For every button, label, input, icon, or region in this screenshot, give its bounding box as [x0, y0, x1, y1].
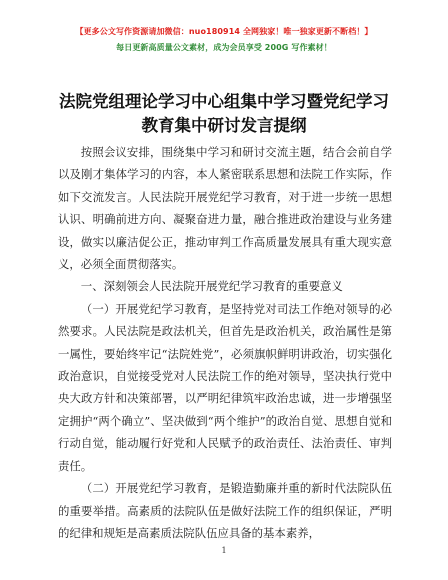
document-title — [0, 90, 448, 138]
document-title-line-1: 法院党组理论学习中心组集中学习暨党纪学习 — [59, 92, 389, 111]
paragraph-1: （一）开展党纪学习教育，是坚持党对司法工作绝对领导的必然要求。人民法院是政法机关，但首先是政治机关，政治属性是第一属性，要始终牢记“法院姓党”，必须旗帜鲜明讲政治，切实强化政治意识，自觉接受党对人民法院工作的绝对领导，坚决执行党中央大政方针和决策部署，以严明纪律筑牢政治忠诚，进一步增强坚定拥护“两个确立”、坚决做到“两个维护”的政治自觉、思想自觉和行动自觉，能动履行好党和人民赋予的政治责任、法治责任、审判责任。 — [58, 301, 392, 473]
document-body — [58, 141, 392, 544]
intro-paragraph: 按照会议安排，围绕集中学习和研讨交流主题，结合会前自学以及刚才集体学习的内容，本人紧密联系思想和法院工作实际，作如下交流发言。人民法院开展党纪学习教育，对于进一步统一思想认识、明确前进方向、凝聚奋进力量，融合推进政治建设与业务建设，做实以廉洁促公正，推动审判工作高质量发展具有重大现实意义，必须全面贯彻落实。 — [58, 145, 392, 272]
paragraph-2: （二）开展党纪学习教育，是锻造勤廉并重的新时代法院队伍的重要举措。高素质的法院队伍是做好法院工作的组织保证，严明的纪律和规矩是高素质法院队伍应具备的基本素养， — [58, 481, 392, 540]
promo-banner-line-1: 【更多公文写作资源请加微信：nuo180914 全网独家！唯一独家更新不断档！】 — [75, 27, 373, 36]
page-number: 1 — [221, 546, 227, 555]
promo-banner — [0, 24, 448, 56]
promo-banner-line-2: 每日更新高质量公文素材，成为会员享受 200G 写作素材！ — [116, 43, 332, 52]
document-title-line-2: 教育集中研讨发言提纲 — [141, 116, 307, 135]
section-heading-1: 一、深刻领会人民法院开展党纪学习教育的重要意义 — [80, 279, 343, 294]
